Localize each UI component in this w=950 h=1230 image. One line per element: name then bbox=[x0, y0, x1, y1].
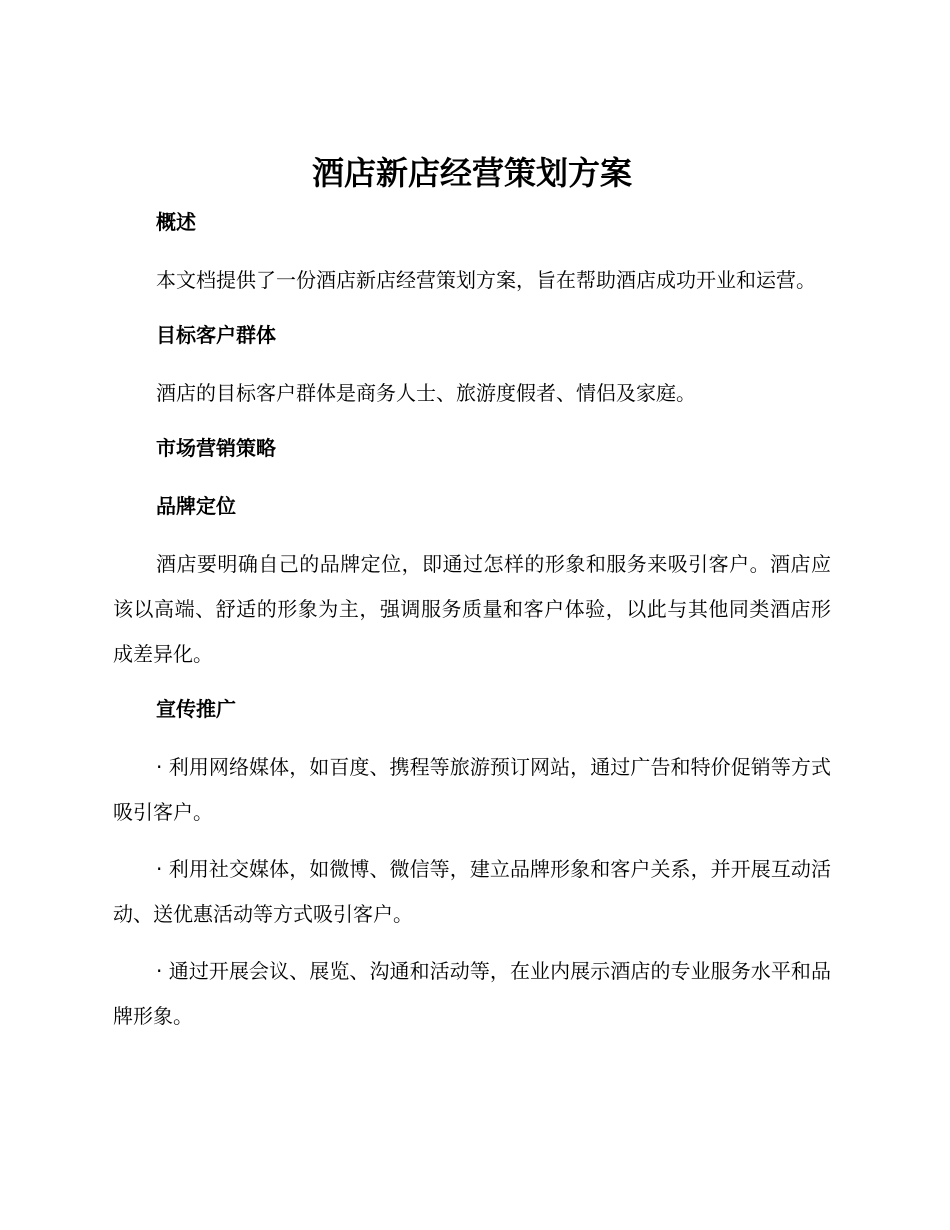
promotion-item: · 利用网络媒体，如百度、携程等旅游预订网站，通过广告和特价促销等方式吸引客户。 bbox=[113, 755, 831, 824]
promotion-item: · 利用社交媒体，如微博、微信等，建立品牌形象和客户关系，并开展互动活动、送优惠活动等方式吸引客户。 bbox=[113, 857, 831, 926]
document-title: 酒店新店经营策划方案 bbox=[311, 154, 632, 192]
target-customers-paragraph: 酒店的目标客户群体是商务人士、旅游度假者、情侣及家庭。 bbox=[156, 381, 696, 405]
promotion-item: · 通过开展会议、展览、沟通和活动等，在业内展示酒店的专业服务水平和品牌形象。 bbox=[113, 959, 831, 1028]
document-body bbox=[113, 150, 831, 1039]
target-customers-heading: 目标客户群体 bbox=[156, 323, 276, 347]
overview-paragraph: 本文档提供了一份酒店新店经营策划方案，旨在帮助酒店成功开业和运营。 bbox=[156, 268, 816, 292]
marketing-strategy-heading: 市场营销策略 bbox=[156, 436, 276, 460]
promotion-heading: 宣传推广 bbox=[156, 697, 236, 721]
overview-heading: 概述 bbox=[156, 210, 196, 234]
brand-positioning-heading: 品牌定位 bbox=[156, 494, 236, 518]
brand-positioning-paragraph: 酒店要明确自己的品牌定位，即通过怎样的形象和服务来吸引客户。酒店应该以高端、舒适的形象为主，强调服务质量和客户体验，以此与其他同类酒店形成差异化。 bbox=[113, 552, 831, 666]
